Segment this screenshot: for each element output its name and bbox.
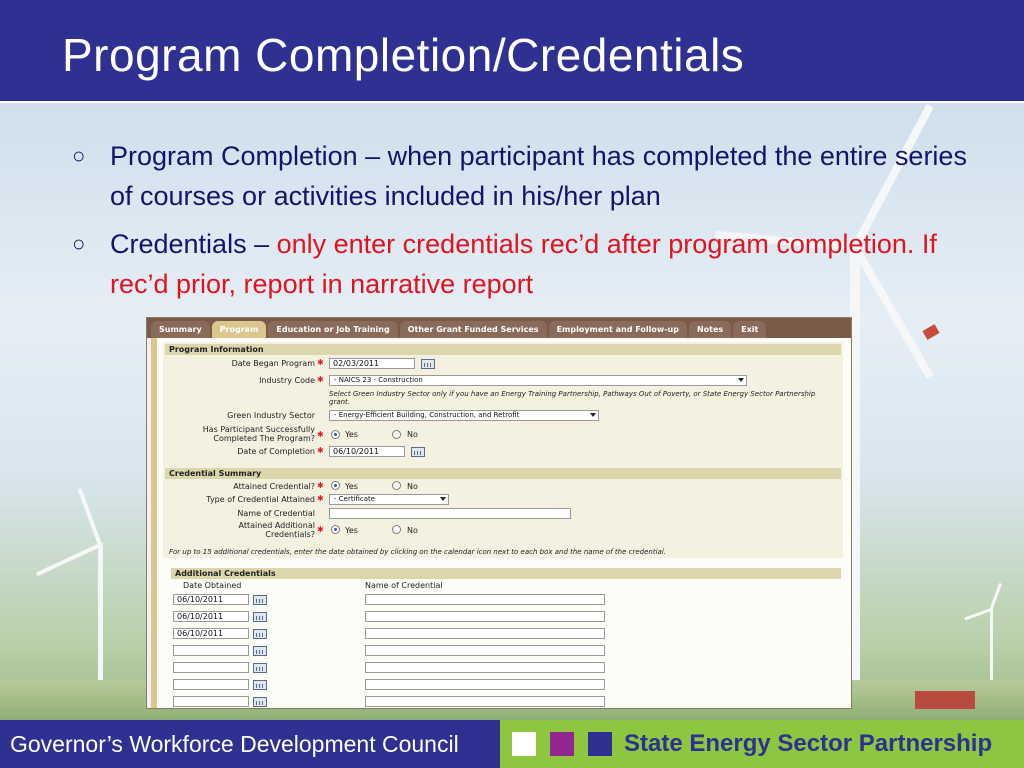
footer-org-name: Governor’s Workforce Development Council	[10, 731, 459, 757]
attained-credential-label: Attained Credential?	[233, 482, 315, 491]
required-asterisk: ✱	[317, 525, 324, 534]
calendar-icon[interactable]	[253, 629, 267, 639]
turbine-blade	[36, 543, 101, 576]
calendar-icon[interactable]	[253, 646, 267, 656]
industry-code-value: - NAICS 23 - Construction	[334, 376, 423, 384]
bullet-program-completion	[72, 136, 972, 216]
program-form	[151, 338, 851, 709]
turbine-blade	[78, 488, 102, 546]
footer	[0, 720, 1024, 768]
attained-no-label: No	[407, 482, 418, 491]
chevron-down-icon	[440, 497, 446, 501]
additional-no-label: No	[407, 526, 418, 535]
chevron-down-icon	[590, 413, 596, 417]
row-date-input[interactable]: 06/10/2011	[173, 628, 249, 639]
tab-employment[interactable]: Employment and Follow-up	[549, 321, 687, 338]
additional-yes-radio[interactable]	[331, 525, 340, 534]
footer-right-band	[500, 720, 1024, 768]
tab-notes[interactable]: Notes	[689, 321, 731, 338]
tab-summary[interactable]: Summary	[151, 321, 210, 338]
row-name-input[interactable]	[365, 645, 605, 656]
attained-no-radio[interactable]	[392, 481, 401, 490]
footer-partnership-name: State Energy Sector Partnership	[624, 730, 993, 757]
calendar-icon[interactable]	[253, 697, 267, 707]
additional-credentials-note: For up to 15 additional credentials, enter the date obtained by clicking on the calendar icon next to each box and the name of the credential.	[169, 548, 666, 556]
calendar-icon[interactable]	[411, 447, 425, 457]
row-date-input[interactable]: 06/10/2011	[173, 611, 249, 622]
industry-code-label: Industry Code	[259, 376, 315, 385]
required-asterisk: ✱	[317, 358, 324, 367]
completed-no-radio[interactable]	[392, 430, 401, 439]
credential-type-label: Type of Credential Attained	[206, 495, 315, 504]
tab-exit[interactable]: Exit	[733, 321, 766, 338]
green-sector-label: Green Industry Sector	[227, 411, 315, 420]
row-name-input[interactable]	[365, 611, 605, 622]
required-asterisk: ✱	[317, 375, 324, 384]
turbine-red-tip	[922, 324, 939, 340]
bullet-red-text: only enter credentials rec’d after program completion. If rec’d prior, report in narrative report	[110, 229, 937, 299]
completed-yes-radio[interactable]	[331, 430, 340, 439]
footer-left-band	[0, 720, 500, 768]
bullet-marker: ○	[72, 231, 86, 256]
bullet-credentials	[72, 224, 972, 304]
required-asterisk: ✱	[317, 446, 324, 455]
row-name-input[interactable]	[365, 662, 605, 673]
completion-date-label: Date of Completion	[237, 447, 315, 456]
calendar-icon[interactable]	[421, 359, 435, 369]
row-date-input[interactable]	[173, 696, 249, 707]
green-sector-select[interactable]	[329, 410, 599, 421]
credential-summary-header: Credential Summary	[165, 468, 841, 479]
tab-bar	[147, 318, 852, 338]
row-name-input[interactable]	[365, 696, 605, 707]
program-info-header: Program Information	[165, 344, 841, 355]
turbine-blade	[964, 608, 991, 620]
row-name-input[interactable]	[365, 679, 605, 690]
additional-no-radio[interactable]	[392, 525, 401, 534]
col-credential-name: Name of Credential	[365, 581, 443, 590]
tab-other-grant-services[interactable]: Other Grant Funded Services	[400, 321, 547, 338]
row-date-input[interactable]	[173, 645, 249, 656]
row-date-input[interactable]	[173, 679, 249, 690]
industry-note: Select Green Industry Sector only if you have an Energy Training Partnership, Pathways Out of Poverty, or State Energy Sector Partnership grant.	[329, 390, 816, 406]
attained-yes-label: Yes	[345, 482, 358, 491]
bullet-prefix: Credentials –	[110, 229, 277, 259]
required-asterisk: ✱	[317, 494, 324, 503]
completed-label-line2: Completed The Program?	[213, 434, 315, 443]
logo-square-blue	[588, 732, 612, 756]
additional-credentials-label-line2: Credentials?	[265, 530, 315, 539]
completed-yes-label: Yes	[345, 430, 358, 439]
required-asterisk: ✱	[317, 481, 324, 490]
completed-label-line1: Has Participant Successfully	[202, 425, 315, 434]
credential-name-label: Name of Credential	[237, 509, 315, 518]
credential-name-input[interactable]	[329, 508, 571, 519]
calendar-icon[interactable]	[253, 680, 267, 690]
credential-type-value: - Certificate	[334, 495, 376, 503]
logo-square-purple	[550, 732, 574, 756]
app-screenshot	[146, 317, 852, 709]
additional-credentials-label-line1: Attained Additional	[238, 521, 315, 530]
completion-date-input[interactable]: 06/10/2011	[329, 446, 405, 457]
attained-yes-radio[interactable]	[331, 481, 340, 490]
additional-yes-label: Yes	[345, 526, 358, 535]
chevron-down-icon	[738, 378, 744, 382]
calendar-icon[interactable]	[253, 612, 267, 622]
logo-square-white	[512, 732, 536, 756]
required-asterisk: ✱	[317, 430, 324, 439]
row-name-input[interactable]	[365, 628, 605, 639]
date-began-label: Date Began Program	[231, 359, 315, 368]
turbine-blade	[990, 583, 1002, 610]
tab-education[interactable]: Education or Job Training	[268, 321, 397, 338]
row-date-input[interactable]	[173, 662, 249, 673]
calendar-icon[interactable]	[253, 663, 267, 673]
tab-program[interactable]: Program	[212, 321, 267, 338]
slide-title: Program Completion/Credentials	[62, 29, 745, 81]
bullet-text: Program Completion – when participant has completed the entire series of courses or activities included in his/her plan	[110, 141, 967, 211]
farm-building	[915, 691, 975, 709]
industry-code-select[interactable]	[329, 375, 747, 386]
calendar-icon[interactable]	[253, 595, 267, 605]
row-name-input[interactable]	[365, 594, 605, 605]
additional-credentials-header: Additional Credentials	[171, 568, 841, 579]
title-bar	[0, 0, 1024, 103]
date-began-input[interactable]: 02/03/2011	[329, 358, 415, 369]
green-sector-value: - Energy-Efficient Building, Construction, and Retrofit	[334, 411, 520, 419]
bullet-marker: ○	[72, 143, 86, 168]
bullet-list	[72, 136, 972, 312]
row-date-input[interactable]: 06/10/2011	[173, 594, 249, 605]
credential-type-select[interactable]	[329, 494, 449, 505]
completed-no-label: No	[407, 430, 418, 439]
col-date-obtained: Date Obtained	[183, 581, 242, 590]
